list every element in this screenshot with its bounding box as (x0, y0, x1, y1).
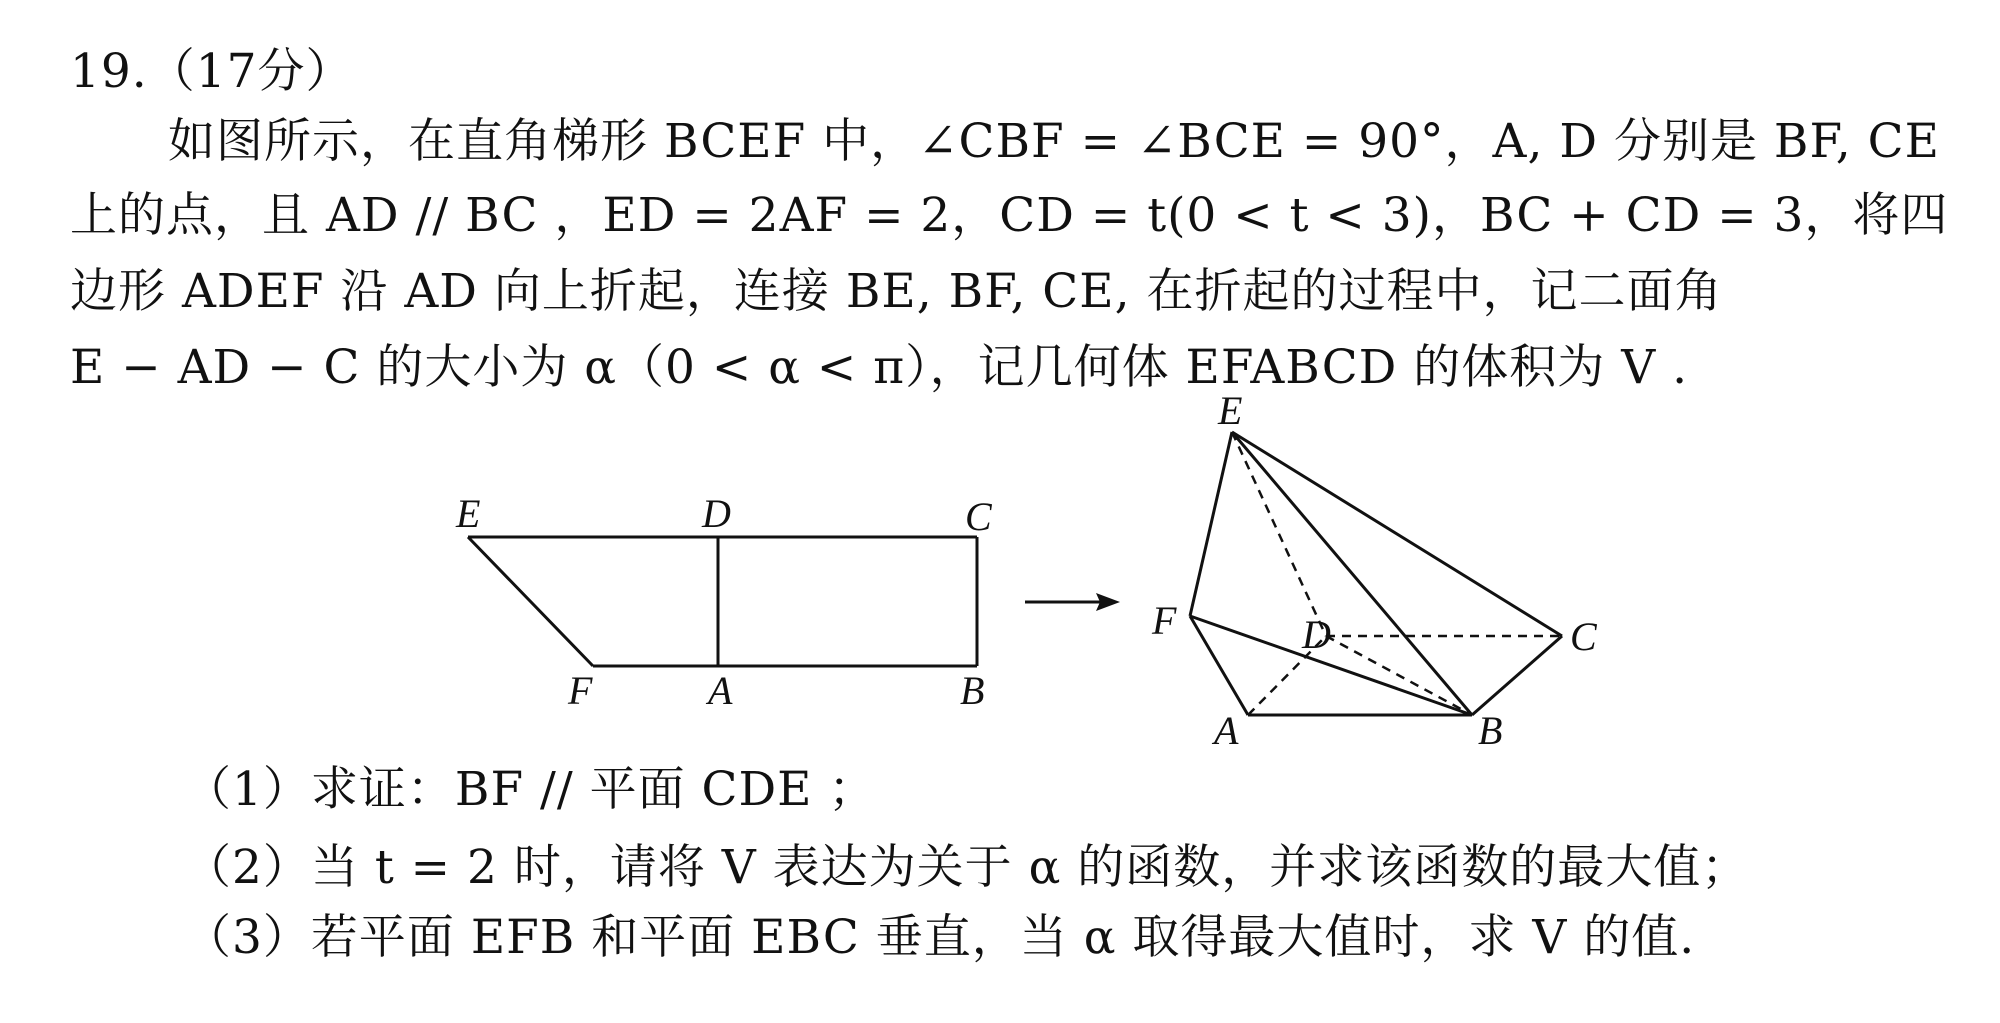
right-label-B: B (1478, 708, 1503, 753)
problem-line-4: E − AD − C 的大小为 α（0 < α < π），记几何体 EFABCD 的体积为 V . (70, 340, 1689, 395)
question-1: （1）求证：BF // 平面 CDE ； (184, 762, 877, 817)
right-edge-BC (1472, 636, 1562, 715)
right-figure (1190, 432, 1562, 715)
right-edge-EC (1232, 432, 1562, 636)
problem-line-1: 如图所示，在直角梯形 BCEF 中，∠CBF = ∠BCE = 90°，A, D 分别是 BF, CE (168, 114, 1940, 169)
right-figure-hidden (1232, 432, 1562, 715)
question-3: （3）若平面 EFB 和平面 EBC 垂直，当 α 取得最大值时，求 V 的值. (184, 910, 1696, 965)
left-label-E: E (456, 491, 481, 536)
left-figure (468, 537, 977, 666)
left-label-F: F (568, 668, 593, 713)
right-label-E: E (1218, 388, 1243, 433)
right-edge-EF (1190, 432, 1232, 616)
left-label-C: C (965, 494, 992, 539)
right-label-A: A (1214, 708, 1239, 753)
right-edge-DB (1326, 636, 1472, 715)
left-edge-FE (468, 537, 593, 666)
left-label-D: D (702, 491, 731, 536)
right-edge-FA (1190, 616, 1248, 715)
question-2: （2）当 t = 2 时，请将 V 表达为关于 α 的函数，并求该函数的最大值； (184, 840, 1750, 895)
right-label-C: C (1570, 614, 1597, 659)
left-label-A: A (708, 668, 733, 713)
fold-arrow (1025, 593, 1120, 611)
left-label-B: B (960, 668, 985, 713)
right-label-D: D (1302, 612, 1331, 657)
problem-line-3: 边形 ADEF 沿 AD 向上折起，连接 BE, BF, CE, 在折起的过程中，记二面角 (70, 264, 1723, 319)
problem-header: 19.（17分） (70, 44, 354, 99)
problem-line-2: 上的点，且 AD // BC ，ED = 2AF = 2，CD = t(0 < t < 3)，BC + CD = 3，将四 (70, 188, 1949, 243)
right-label-F: F (1152, 598, 1177, 643)
